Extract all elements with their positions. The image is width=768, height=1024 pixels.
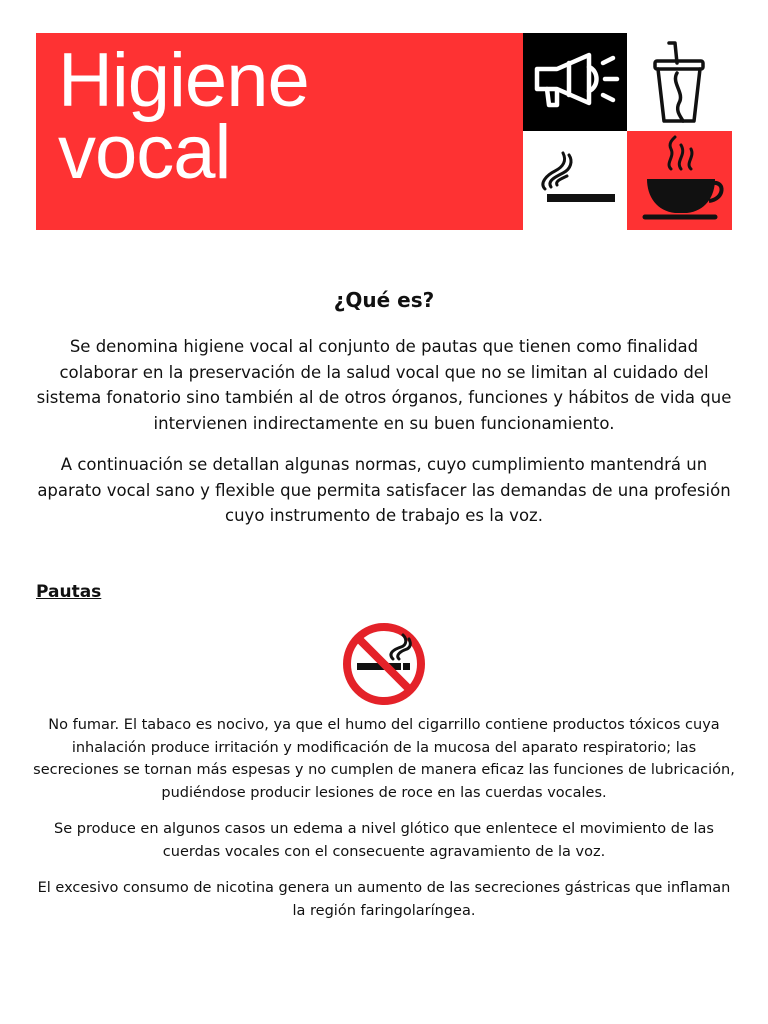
- megaphone-tile: [523, 33, 627, 131]
- coffee-tile: [627, 131, 732, 230]
- coffee-cup-icon: [627, 131, 732, 230]
- pauta-paragraph-1: No fumar. El tabaco es nocivo, ya que el humo del cigarrillo contiene productos tóxicos cuya inhalación produce irritación y modificación de la mucosa del aparato respiratorio; las secreciones se tornan más espesas y no cumplen de manera eficaz las funciones de lubricación, pudiéndose producir lesiones de roce en las cuerdas vocales.: [33, 717, 735, 801]
- intro-paragraph-2: A continuación se detallan algunas normas, cuyo cumplimiento mantendrá un aparato vocal sano y flexible que permita satisfacer las demandas de una profesión cuyo instrumento de trabajo es la voz.: [37, 455, 731, 525]
- no-smoking-icon: [341, 621, 427, 707]
- pauta-paragraph-2: Se produce en algunos casos un edema a nivel glótico que enlentece el movimiento de las cuerdas vocales con el consecuente agravamiento de la voz.: [54, 821, 714, 860]
- cigarette-tile: [523, 131, 627, 229]
- title-line-1: Higiene: [58, 38, 309, 123]
- title-banner: [36, 33, 523, 230]
- que-es-heading: ¿Qué es?: [333, 288, 435, 312]
- pautas-heading: Pautas: [36, 582, 102, 602]
- drink-cup-icon: [627, 33, 731, 131]
- cup-tile: [627, 33, 731, 131]
- cigarette-icon: [523, 131, 627, 229]
- megaphone-icon: [523, 33, 627, 131]
- intro-paragraph-1: Se denomina higiene vocal al conjunto de pautas que tienen como finalidad colaborar en la preservación de la salud vocal que no se limitan al cuidado del sistema fonatorio sino también al de otros órganos, funciones y hábitos de vida que intervienen indirectamente en su buen funcionamiento.: [36, 337, 732, 433]
- no-smoking-sign: [341, 621, 427, 707]
- page-title: [58, 38, 309, 195]
- pauta-paragraph-3: El excesivo consumo de nicotina genera un aumento de las secreciones gástricas que inflaman la región faringolaríngea.: [37, 880, 731, 919]
- title-line-2: vocal: [58, 110, 231, 195]
